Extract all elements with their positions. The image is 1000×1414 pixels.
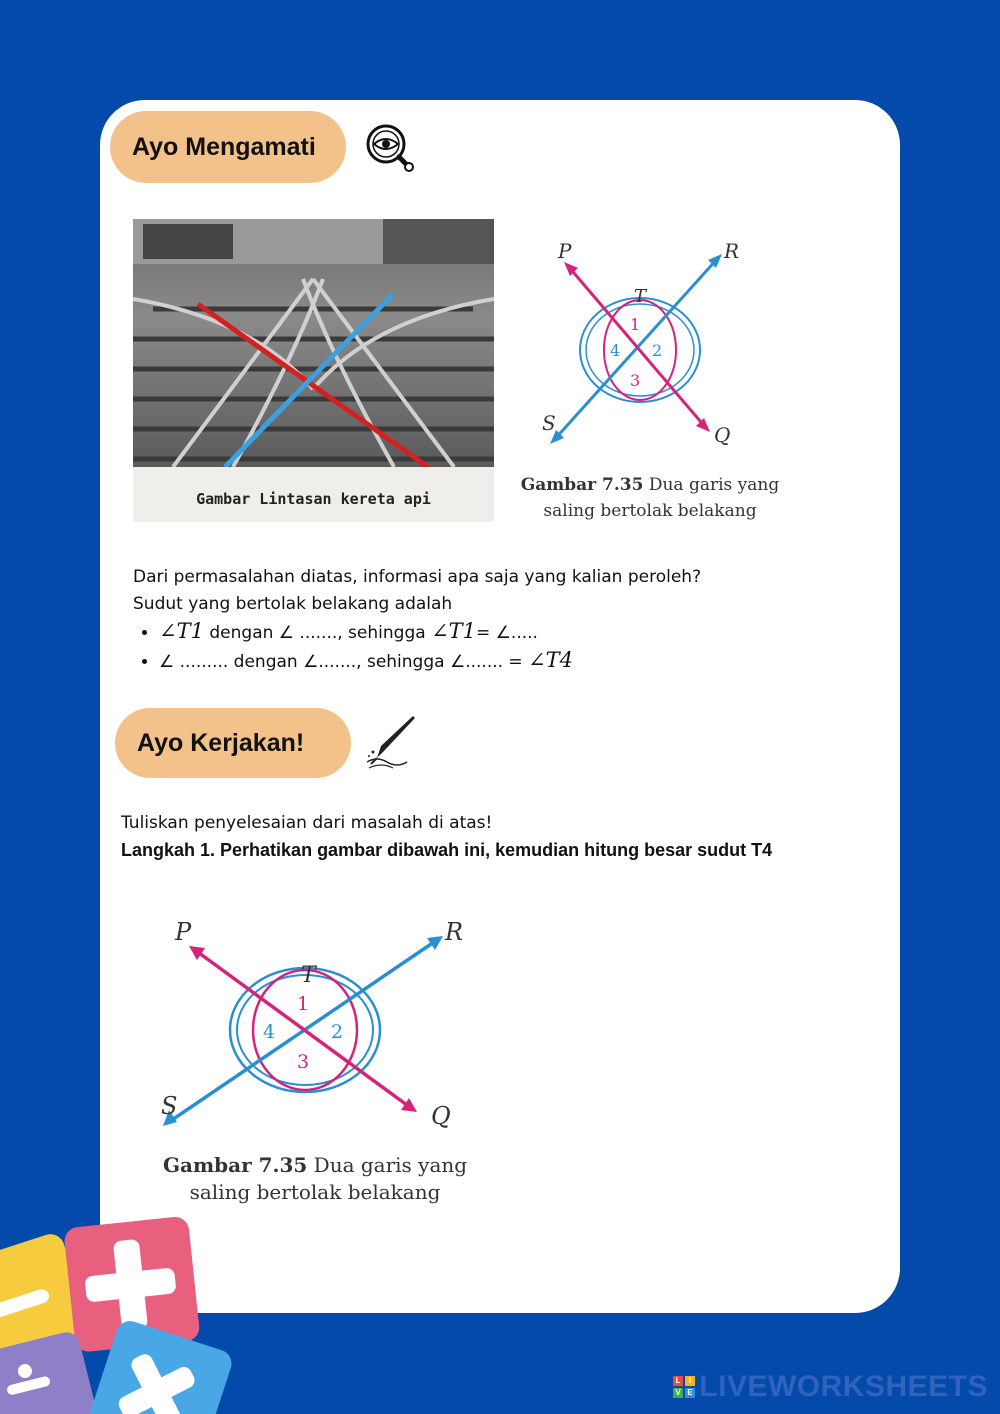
bullet1-text1: dengan ∠ ......., sehingga xyxy=(203,623,432,643)
label-Q: Q xyxy=(714,423,731,447)
liveworksheets-logo-text: LIVEWORKSHEETS xyxy=(699,1370,988,1403)
angle-label-1-bottom: 1 xyxy=(297,993,310,1015)
railway-image xyxy=(133,219,494,467)
angle-label-3: 3 xyxy=(630,371,641,390)
bullet-item-2 xyxy=(159,647,873,676)
figure-caption-rest-bottom: Dua garis yang xyxy=(307,1153,468,1177)
angle-T4: ∠T4 xyxy=(528,648,574,672)
angle-label-4: 4 xyxy=(610,341,621,360)
section-title-work: Ayo Kerjakan! xyxy=(137,728,305,757)
bullet1-text2: = ∠..... xyxy=(476,623,538,643)
angle-label-1: 1 xyxy=(630,315,641,334)
bullet2-text1: ∠ ......... dengan ∠......., sehingga ∠....... = xyxy=(159,652,529,672)
task-block xyxy=(121,810,881,864)
question-line2: Sudut yang bertolak belakang adalah xyxy=(133,594,453,614)
angle-T1: ∠T1 xyxy=(159,619,204,643)
angle-label-2: 2 xyxy=(652,341,663,360)
opposite-angles-figure-top xyxy=(530,230,770,450)
figure-caption-line2-bottom: saling bertolak belakang xyxy=(189,1180,441,1204)
figure-caption-top xyxy=(520,472,780,524)
answer-bullets xyxy=(133,618,873,676)
angle-T1-second: ∠T1 xyxy=(431,619,477,643)
figure-caption-line2: saling bertolak belakang xyxy=(543,501,757,521)
label-P: P xyxy=(558,239,572,263)
opposite-angles-figure-bottom xyxy=(155,910,475,1140)
task-instruction: Tuliskan penyelesaian dari masalah di atas! xyxy=(121,813,493,833)
label-T-bottom: T xyxy=(301,963,316,988)
angle-label-4-bottom: 4 xyxy=(263,1021,276,1043)
label-R-bottom: R xyxy=(445,918,464,946)
liveworksheets-logo-icon: L I V E xyxy=(673,1376,695,1398)
angle-label-2-bottom: 2 xyxy=(331,1021,344,1043)
task-step1: Langkah 1. Perhatikan gambar dibawah ini, kemudian hitung besar sudut T4 xyxy=(121,840,773,860)
label-S: S xyxy=(542,411,556,435)
label-T: T xyxy=(634,286,647,307)
section-header-observe xyxy=(110,111,346,183)
angle-label-3-bottom: 3 xyxy=(297,1051,310,1073)
section-header-work xyxy=(115,708,351,778)
math-tiles-decoration xyxy=(0,1210,240,1414)
figure-caption-bold-bottom: Gambar 7.35 xyxy=(162,1153,308,1177)
figure-caption-rest: Dua garis yang xyxy=(643,475,780,495)
label-S-bottom: S xyxy=(161,1092,178,1120)
question-block xyxy=(133,564,873,676)
bullet-item-1 xyxy=(159,618,873,647)
liveworksheets-logo xyxy=(673,1370,988,1404)
pen-icon xyxy=(363,712,423,772)
label-R: R xyxy=(724,239,740,263)
label-Q-bottom: Q xyxy=(431,1102,451,1130)
figure-caption-bold: Gambar 7.35 xyxy=(520,475,644,495)
magnifier-eye-icon xyxy=(362,120,418,176)
question-line1: Dari permasalahan diatas, informasi apa saja yang kalian peroleh? xyxy=(133,567,702,587)
section-title-observe: Ayo Mengamati xyxy=(132,132,316,161)
photo-caption: Gambar Lintasan kereta api xyxy=(196,490,431,508)
railway-photo xyxy=(133,219,494,522)
label-P-bottom: P xyxy=(175,918,192,946)
figure-caption-bottom xyxy=(130,1152,500,1206)
worksheet-card xyxy=(100,100,900,1313)
